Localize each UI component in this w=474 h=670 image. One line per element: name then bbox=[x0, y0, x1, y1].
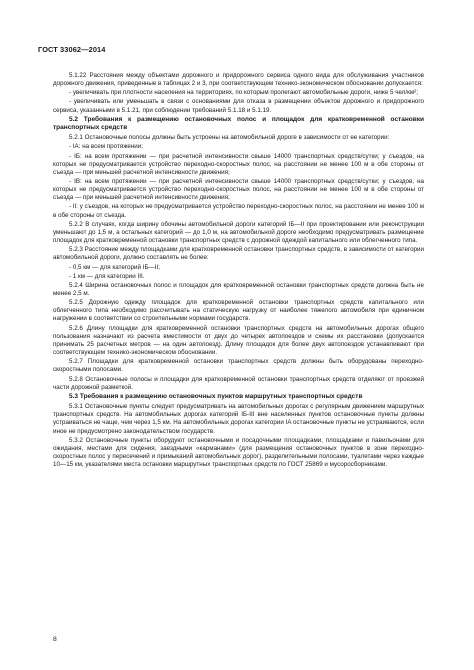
paragraph-5-2-5: 5.2.5 Дорожную одежду площадок для кратковременной остановки транспортных средств капитального или облегченного типа необходимо рассчитывать на статическую нагрузку от наиболее тяжелого автомобиля при единичном нагружении в соответствии со строительными нормами государств. bbox=[53, 299, 424, 323]
paragraph-5-2-7: 5.2.7 Площадки для кратковременной остановки транспортных средств должны быть оборудованы переходно-скоростными полосами. bbox=[53, 358, 424, 374]
section-heading-5-3: 5.3 Требования к размещению остановочных пунктов маршрутных транспортных средств bbox=[69, 392, 363, 400]
list-item: - 1 км — для категории III. bbox=[69, 272, 145, 280]
paragraph-5-2-2: 5.2.2 В случаях, когда ширину обочины автомобильной дороги категорий IБ—II при проектировании или реконструкции уменьшают до 1,5 м, а остальных категорий — до 1,0 м, на автомобильной дороге необходимо предусматривать размещение площадок для кратковременной остановки транспортных средств с дорожной одеждой капитального или облегченного типа. bbox=[53, 220, 424, 245]
paragraph-5-2-3: 5.2.3 Расстояние между площадками для кратковременной остановки транспортных средств, в зависимости от категории автомобильной дороги, должно составлять не более: bbox=[53, 246, 425, 262]
list-item: - IA: на всем протяжении; bbox=[69, 143, 144, 151]
paragraph-5-2-8: 5.2.8 Остановочные полосы и площадки для кратковременной остановки транспортных средств отделяют от проезжей части дорожной разметкой. bbox=[53, 375, 424, 391]
paragraph-5-2-4: 5.2.4 Ширина остановочных полос и площадок для кратковременной остановки транспортных средств должна быть не менее 2,5 м. bbox=[53, 281, 424, 297]
page-number: 8 bbox=[53, 636, 57, 643]
list-item: - 0,5 км — для категорий IБ—II; bbox=[69, 263, 161, 271]
list-item: - IБ: на всем протяжении — при расчетной интенсивности свыше 14000 транспортных средств/сутки; у съездов, на которых не предусматривается устройство переходно-скоростных полос, на расстоянии не менее 100 м в обе стороны от съезда — при меньшей расчетной интенсивности движения; bbox=[53, 152, 424, 176]
paragraph-5-2-6: 5.2.6 Длину площадки для кратковременной остановки транспортных средств на автомобильных дорогах общего пользования назначают из расчета вместимости от двух до четырех автопоездов и схемы их расстановки (допускается принимать 25 расчетных метров — на один автопоезд). Длину площадок для более двух автопоездов устанавливают при соответствующем технико-экономическом обосновании. bbox=[53, 324, 424, 357]
list-item: - IB: на всем протяжении — при расчетной интенсивности свыше 14000 транспортных средств/сутки; у съездов, на которых не предусматривается устройство переходно-скоростных полос, на расстоянии не менее 100 м в обе стороны от съезда — при меньшей расчетной интенсивности движения; bbox=[53, 177, 424, 202]
list-item: - II: у съездов, на которых не предусматривается устройство переходно-скоростных полос, на расстоянии не менее 100 м в обе стороны от съезда. bbox=[53, 203, 424, 219]
list-item: - увеличивать или уменьшать в связи с основаниями для отказа в размещении объектов дорожного и придорожного сервиса, указанными в 5.1.21, при соблюдении требований 5.1.18 и 5.1.19. bbox=[53, 98, 424, 114]
section-heading-5-2: 5.2 Требования к размещению остановочных полос и площадок для кратковременной остановки транспортных средств bbox=[53, 115, 424, 131]
list-item: - увеличивать при плотности населения на территориях, по которым пролегают автомобильные дороги, ниже 5 чел/км²; bbox=[69, 89, 418, 97]
standard-header: ГОСТ 33062—2014 bbox=[38, 45, 106, 54]
paragraph-5-3-1: 5.3.1 Остановочные пункты следует предусматривать на автомобильных дорогах с регулярным движением маршрутных транспортных средств. На автомобильных дорогах категорий IБ-III вне населенных пунктов остановочные пункты должны устраиваться не чаще, чем через 1,5 км. На автомобильных дорогах категории IA остановочные пункты не устраиваются, если иное не предусмотрено законодательством государств. bbox=[53, 403, 424, 435]
paragraph-5-3-2: 5.3.2 Остановочные пункты оборудуют остановочными и посадочными площадками, площадками и павильонами для ожидания, местами для сидения, заездными «карманами» (для размещения остановочных пунктов в зоне переходно-скоростных полос у пересечений и примыканий автомобильных дорог), разделительными полосами, туалетами через каждые 10—15 км, указателями места остановки маршрутных транспортных средств по ГОСТ 25869 и мусоросборниками. bbox=[53, 436, 424, 469]
paragraph-5-2-1: 5.2.1 Остановочные полосы должны быть устроены на автомобильной дороге в зависимости от ее категории: bbox=[69, 134, 390, 142]
document-body bbox=[53, 72, 424, 470]
paragraph-5-1-22: 5.1.22 Расстояния между объектами дорожного и придорожного сервиса одного вида для обслуживания участников дорожного движения, приведенные в таблицах 2 и 3, при соответствующем технико-экономическом обосновании допускается: bbox=[53, 72, 424, 88]
